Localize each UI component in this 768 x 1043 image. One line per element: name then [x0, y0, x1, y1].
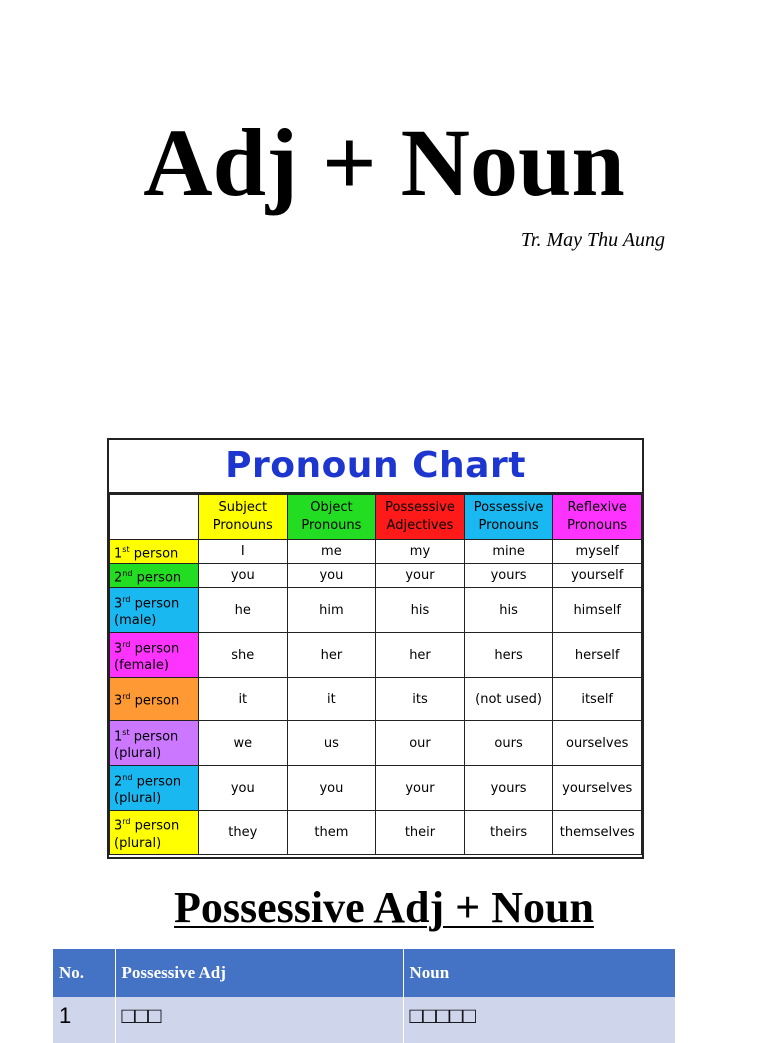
pronoun-cell: myself	[553, 540, 642, 564]
row-label-part: 3	[114, 641, 123, 657]
pronoun-row	[110, 633, 642, 678]
row-label-part: rd	[122, 817, 131, 827]
possessive-column-header: Noun	[403, 949, 676, 997]
table-cell: 1	[53, 997, 115, 1043]
pronoun-cell: I	[199, 540, 288, 564]
row-label-part: st	[122, 544, 130, 554]
row-label-part: person	[130, 693, 180, 709]
pronoun-chart-title: Pronoun Chart	[109, 440, 642, 494]
pronoun-row-label	[110, 721, 199, 766]
page-title: Adj + Noun	[143, 109, 625, 216]
table-cell: □□□	[115, 997, 403, 1043]
pronoun-cell: his	[376, 588, 465, 633]
pronoun-row-label	[110, 811, 199, 855]
row-label-part: nd	[122, 772, 133, 782]
pronoun-cell: you	[199, 766, 288, 811]
table-row	[53, 997, 676, 1043]
row-label-line	[114, 724, 198, 745]
pronoun-cell: me	[287, 540, 376, 564]
row-label-part: person	[130, 641, 180, 657]
pronoun-cell: it	[287, 678, 376, 721]
pronoun-cell: hers	[464, 633, 553, 678]
pronoun-row	[110, 564, 642, 588]
header-line: Pronouns	[567, 518, 628, 533]
pronoun-column-header	[553, 495, 642, 540]
row-label-sub: (female)	[114, 658, 169, 674]
header-line: Possessive	[473, 500, 544, 515]
pronoun-cell: him	[287, 588, 376, 633]
pronoun-row-label	[110, 564, 199, 588]
pronoun-cell: your	[376, 766, 465, 811]
pronoun-cell: yourself	[553, 564, 642, 588]
pronoun-row	[110, 721, 642, 766]
pronoun-cell: its	[376, 678, 465, 721]
pronoun-row	[110, 540, 642, 564]
row-label-line	[114, 769, 198, 790]
pronoun-table	[109, 494, 642, 855]
pronoun-cell: them	[287, 811, 376, 855]
row-label-part: rd	[122, 639, 131, 649]
row-label-part: 1	[114, 729, 123, 745]
pronoun-cell: our	[376, 721, 465, 766]
possessive-header-row	[53, 949, 676, 997]
pronoun-cell: his	[464, 588, 553, 633]
pronoun-row-label	[110, 633, 199, 678]
header-line: Pronouns	[478, 518, 539, 533]
row-label-part: 3	[114, 693, 123, 709]
row-label-sub: (plural)	[114, 746, 162, 762]
row-label-part: 3	[114, 596, 123, 612]
row-label-part: person	[130, 818, 180, 834]
row-label-line	[114, 541, 198, 562]
pronoun-cell: her	[376, 633, 465, 678]
row-label-line	[114, 565, 198, 586]
pronoun-cell: we	[199, 721, 288, 766]
row-label-part: person	[130, 596, 180, 612]
pronoun-cell: herself	[553, 633, 642, 678]
row-label-line	[114, 636, 198, 657]
header-line: Subject	[218, 500, 268, 515]
pronoun-row-label	[110, 588, 199, 633]
table-cell: □□□□□	[403, 997, 676, 1043]
pronoun-cell: himself	[553, 588, 642, 633]
pronoun-cell: he	[199, 588, 288, 633]
possessive-adj-table	[53, 949, 676, 1043]
row-label-sub: (plural)	[114, 835, 162, 851]
header-line: Reflexive	[567, 500, 627, 515]
pronoun-row	[110, 678, 642, 721]
row-label-part: rd	[122, 594, 131, 604]
pronoun-column-header	[376, 495, 465, 540]
pronoun-row	[110, 588, 642, 633]
pronoun-cell: you	[287, 564, 376, 588]
row-label-line	[114, 688, 198, 709]
pronoun-cell: you	[287, 766, 376, 811]
header-line: Pronouns	[212, 518, 273, 533]
pronoun-row-label	[110, 678, 199, 721]
header-line: Possessive	[385, 500, 455, 515]
header-line: Object	[310, 500, 353, 515]
pronoun-cell: their	[376, 811, 465, 855]
pronoun-cell: mine	[464, 540, 553, 564]
pronoun-column-header	[464, 495, 553, 540]
pronoun-row-label	[110, 766, 199, 811]
pronoun-column-header	[287, 495, 376, 540]
pronoun-cell: ours	[464, 721, 553, 766]
pronoun-cell: you	[199, 564, 288, 588]
pronoun-cell: she	[199, 633, 288, 678]
pronoun-cell: yours	[464, 766, 553, 811]
pronoun-cell: ourselves	[553, 721, 642, 766]
pronoun-chart-image	[107, 438, 644, 859]
pronoun-cell: yourselves	[553, 766, 642, 811]
pronoun-row	[110, 811, 642, 855]
pronoun-row-label	[110, 540, 199, 564]
row-label-part: 2	[114, 570, 123, 586]
pronoun-header-row	[110, 495, 642, 540]
pronoun-cell: her	[287, 633, 376, 678]
author-credit: Tr. May Thu Aung	[520, 229, 665, 251]
row-label-part: nd	[122, 568, 133, 578]
pronoun-cell: my	[376, 540, 465, 564]
pronoun-cell: itself	[553, 678, 642, 721]
row-label-line	[114, 813, 198, 834]
row-label-part: rd	[122, 692, 131, 702]
pronoun-cell: they	[199, 811, 288, 855]
row-label-part: person	[129, 546, 179, 562]
row-label-sub: (plural)	[114, 791, 162, 807]
section-heading: Possessive Adj + Noun	[174, 883, 594, 932]
row-label-sub: (male)	[114, 613, 157, 629]
row-label-part: person	[132, 570, 182, 586]
pronoun-row	[110, 766, 642, 811]
row-label-part: 3	[114, 818, 123, 834]
pronoun-cell: theirs	[464, 811, 553, 855]
pronoun-cell: (not used)	[464, 678, 553, 721]
header-line: Pronouns	[301, 518, 362, 533]
pronoun-cell: us	[287, 721, 376, 766]
pronoun-cell: yours	[464, 564, 553, 588]
row-label-part: person	[132, 774, 182, 790]
row-label-line	[114, 591, 198, 612]
row-label-part: 1	[114, 546, 123, 562]
pronoun-column-header	[199, 495, 288, 540]
pronoun-header-corner	[110, 495, 199, 540]
row-label-part: 2	[114, 774, 123, 790]
row-label-part: person	[129, 729, 179, 745]
possessive-column-header: Possessive Adj	[115, 949, 403, 997]
row-label-part: st	[122, 727, 130, 737]
pronoun-cell: your	[376, 564, 465, 588]
pronoun-cell: themselves	[553, 811, 642, 855]
pronoun-cell: it	[199, 678, 288, 721]
header-line: Adjectives	[386, 518, 454, 533]
possessive-column-header: No.	[53, 949, 115, 997]
